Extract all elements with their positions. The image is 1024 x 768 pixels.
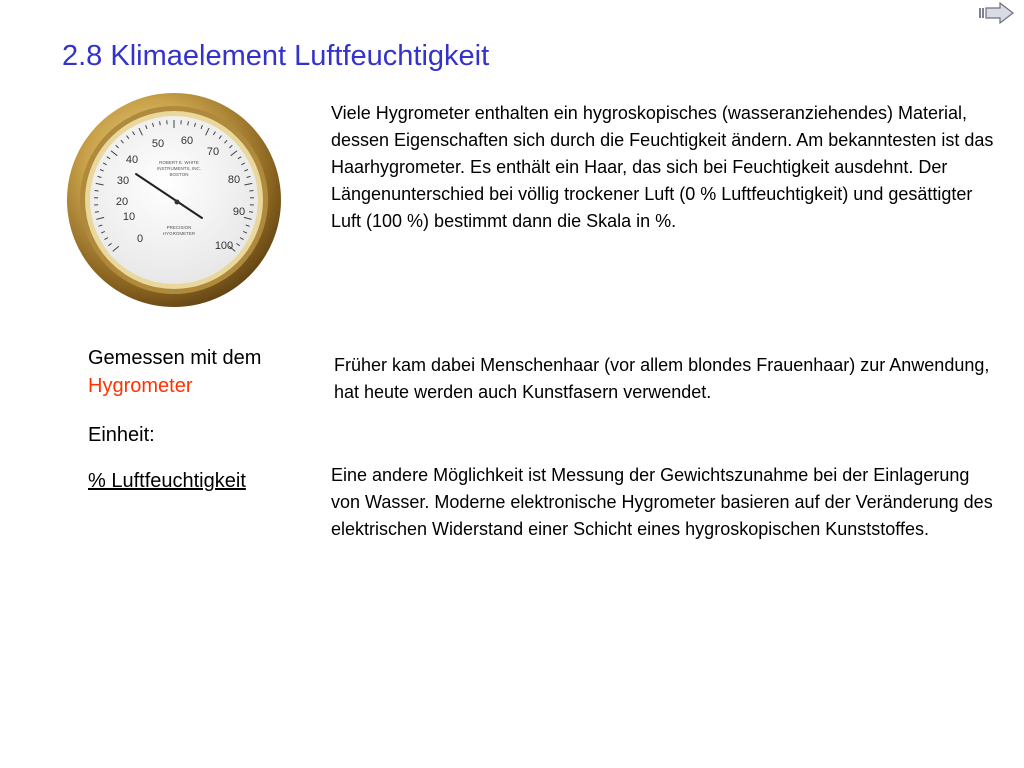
- unit-value-link[interactable]: % Luftfeuchtigkeit: [88, 470, 246, 492]
- dial-tick: [249, 212, 253, 213]
- maker-label: ROBERT E. WHITE: [159, 160, 199, 165]
- measured-prefix: Gemessen mit dem: [88, 347, 262, 369]
- dial-tick: [95, 212, 99, 213]
- unit-label: Einheit:: [88, 424, 155, 446]
- slide-title: 2.8 Klimaelement Luftfeuchtigkeit: [62, 40, 490, 72]
- maker-label: INSTRUMENTS, INC.: [156, 166, 202, 171]
- dial-tick: [160, 121, 161, 125]
- hygrometer-photo: [66, 92, 284, 308]
- dial-tick: [188, 121, 189, 125]
- maker-label: BOSTON: [169, 172, 189, 177]
- dial-number: 50: [151, 138, 165, 150]
- dial-number: 30: [116, 175, 130, 187]
- intro-paragraph: Viele Hygrometer enthalten ein hygroskopisches (wasseranziehendes) Material, dessen Eigenschaften sich durch die Feuchtigkeit ändern. Am bekanntesten ist das Haarhygrometer. Es enthält ein Haar, das sich bei Feuchtigkeit ausdehnt. Der Längenunterschied bei völlig trockener Luft (0 % Luftfeuchtigkeit) und gesättigter Luft (100 %) bestimmt dann die Skala in %.: [331, 103, 994, 231]
- dial-number: 90: [232, 206, 246, 218]
- model-label: PRECISION: [166, 225, 192, 230]
- model-label: HYGROMETER: [162, 231, 196, 236]
- measured-with-text: [88, 344, 298, 400]
- alternative-paragraph: Eine andere Möglichkeit ist Messung der Gewichtszunahme bei der Einlagerung von Wasser. Moderne elektronische Hygrometer basieren auf der Veränderung des elektrischen Widerstand einer Schicht eines hygroskopischen Kunststoffes.: [331, 465, 993, 539]
- next-slide-button[interactable]: [978, 2, 1014, 24]
- dial-number: 70: [206, 146, 220, 158]
- needle-hub: [175, 200, 180, 205]
- history-paragraph: Früher kam dabei Menschenhaar (vor allem blondes Frauenhaar) zur Anwendung, hat heute werden auch Kunstfasern verwendet.: [334, 355, 990, 402]
- dial-number: 80: [227, 174, 241, 186]
- dial-number: 20: [115, 196, 129, 208]
- next-arrow-icon: [978, 2, 1014, 24]
- dial-number: 10: [122, 211, 136, 223]
- dial-number: 60: [180, 135, 194, 147]
- instrument-name: Hygrometer: [88, 375, 193, 397]
- dial-number: 40: [125, 154, 139, 166]
- dial-number: 0: [136, 233, 144, 245]
- dial-number: 100: [214, 240, 234, 252]
